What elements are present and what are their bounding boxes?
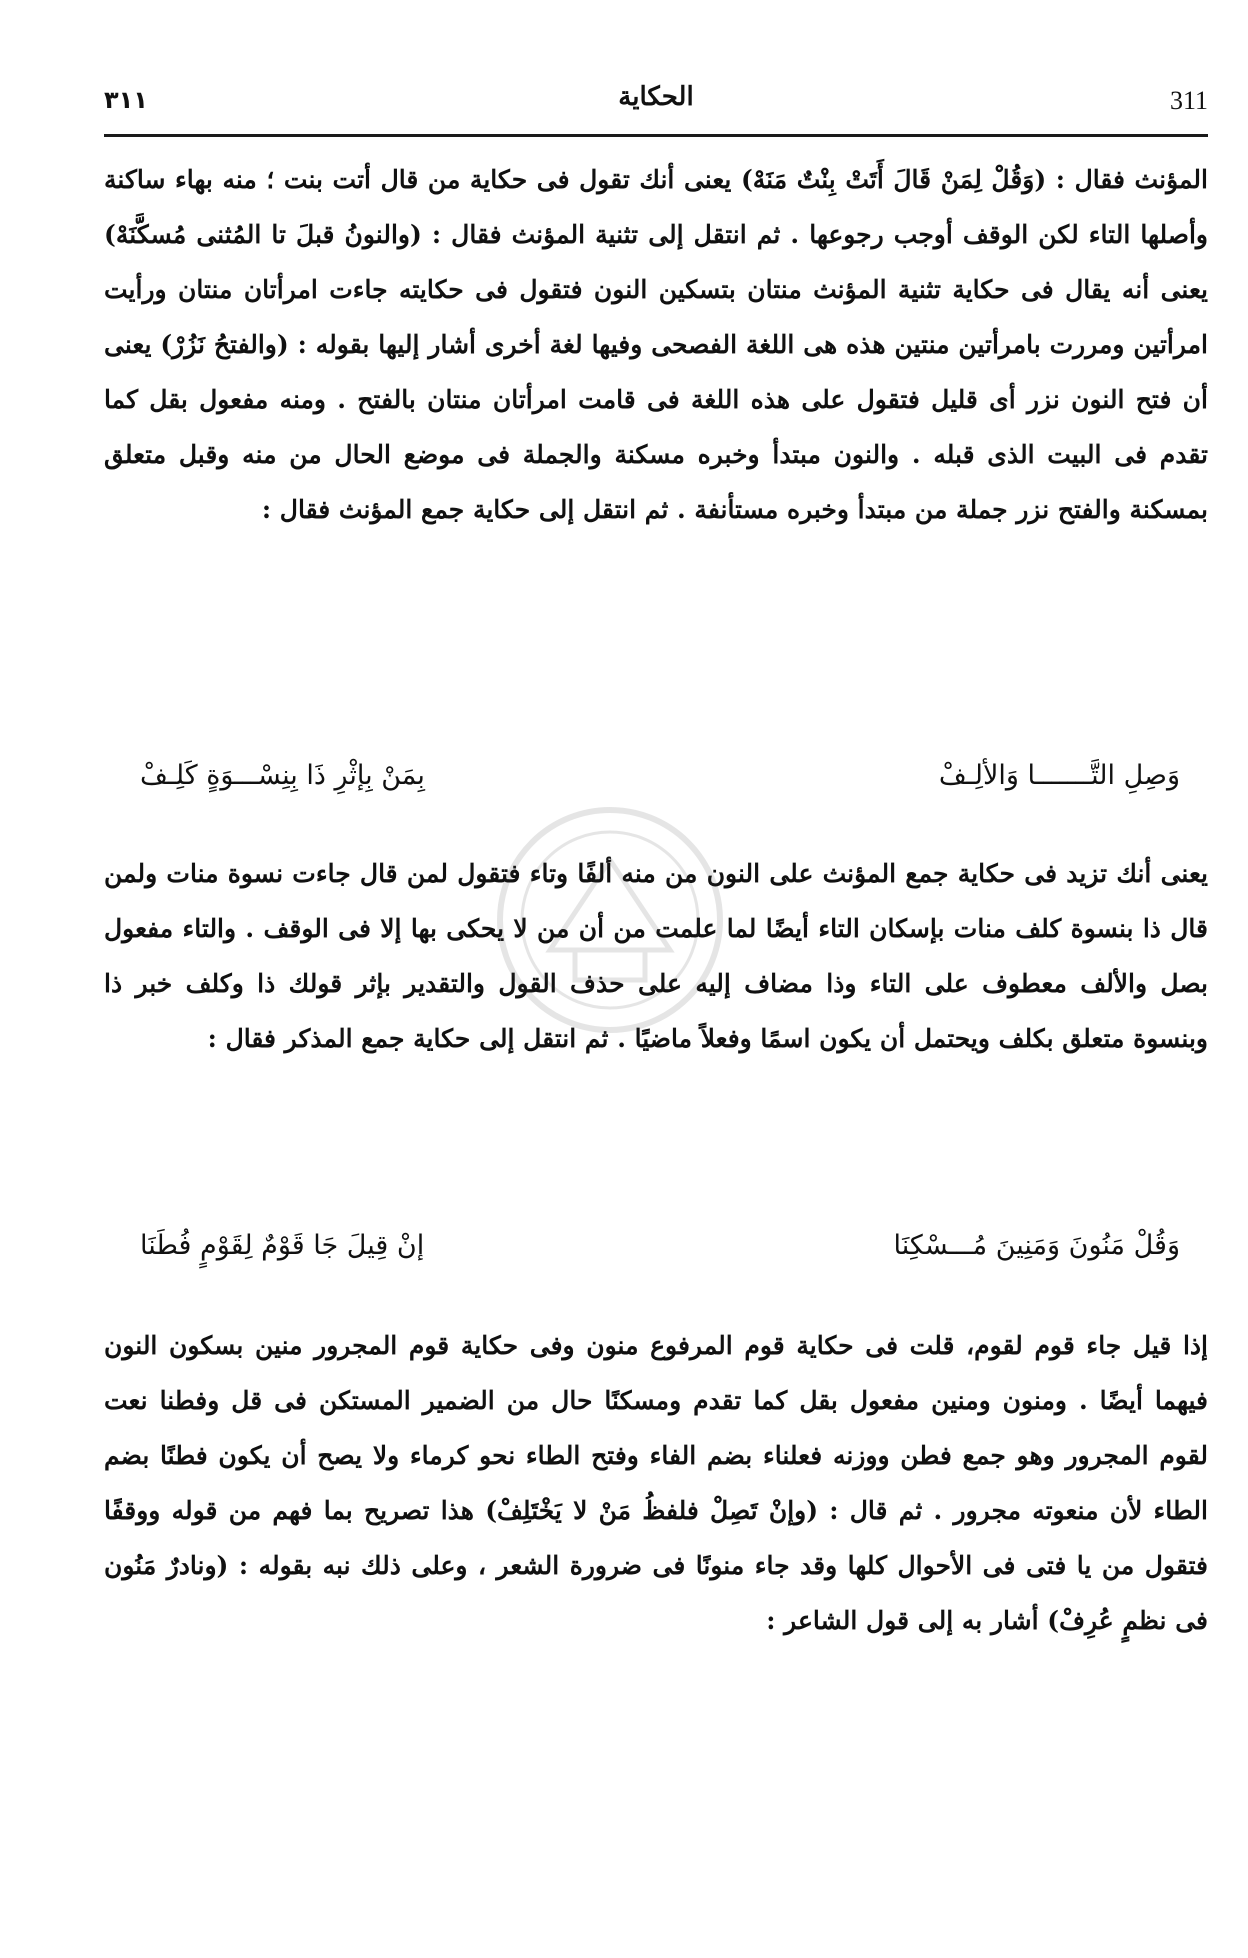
paragraph-1: المؤنث فقال : (وَقُلْ لِمَنْ قَالَ أَتَتْ بِنْتٌ مَنَهْ) يعنى أنك تقول فى حكاية من قال أتت بنت ؛ منه بهاء ساكنة وأصلها التاء لكن الوقف أوجب رجوعها . ثم انتقل إلى تثنية المؤنث فقال : (والنونُ قبلَ تا المُثنى مُسكَّنَهْ) يعنى أنه يقال فى حكاية تثنية المؤنث منتان بتسكين النون فتقول فى حكايته جاءت امرأتان منتان ورأيت امرأتين ومررت بامرأتين منتين هذه هى اللغة الفصحى وفيها لغة أخرى أشار إليها بقوله : (والفتحُ نَزُرْ) يعنى أن فتح النون نزر أى قليل فتقول على هذه اللغة فى قامت امرأتان منتان بالفتح . ومنه مفعول بقل كما تقدم فى البيت الذى قبله . والنون مبتدأ وخبره مسكنة والجملة فى موضع الحال من منه وقبل متعلق بمسكنة والفتح نزر جملة من مبتدأ وخبره مستأنفة . ثم انتقل إلى حكاية جمع المؤنث فقال : <box>104 165 1208 524</box>
running-title: الحكاية <box>618 82 694 112</box>
paragraph-2: يعنى أنك تزيد فى حكاية جمع المؤنث على النون من منه ألفًا وتاء فتقول لمن قال جاءت نسوة منات ولمن قال ذا بنسوة كلف منات بإسكان التاء أيضًا لما علمت من أن من لا يحكى بها إلا فى الوقف . والتاء مفعول بصل والألف معطوف على التاء وذا مضاف إليه على حذف القول والتقدير بإثر قولك ذا وكلف خبر ذا وبنسوة متعلق بكلف ويحتمل أن يكون اسمًا وفعلاً ماضيًا . ثم انتقل إلى حكاية جمع المذكر فقال : <box>104 859 1208 1053</box>
page-header <box>104 78 1208 137</box>
verse-1 <box>140 748 1180 803</box>
paragraph-3: إذا قيل جاء قوم لقوم، قلت فى حكاية قوم المرفوع منون وفى حكاية قوم المجرور منين بسكون النون فيهما أيضًا . ومنون ومنين مفعول بقل كما تقدم ومسكنًا حال من الضمير المستكن فى قل وفطنا نعت لقوم المجرور وهو جمع فطن ووزنه فعلناء بضم الفاء وفتح الطاء نحو كرماء ولا يصح أن يكون فطنًا بضم الطاء لأن منعوته مجرور . ثم قال : (وإنْ تَصِلْ فلفظُ مَنْ لا يَخْتَلِفْ) هذا تصريح بما فهم من قوله ووقفًا فتقول من يا فتى فى الأحوال كلها وقد جاء منونًا فى ضرورة الشعر ، وعلى ذلك نبه بقوله : (ونادرٌ مَنُون فى نظمٍ عُرِفْ) أشار به إلى قول الشاعر : <box>104 1331 1208 1635</box>
verse-1-left-hemistich: بِمَنْ بِإثْرِ ذَا بِنِسْـــوَةٍ كَلِـفْ <box>140 760 425 791</box>
verse-1-right-hemistich: وَصِلِ التَّـــــــا وَالألِـفْ <box>938 760 1180 791</box>
library-seal-icon <box>490 800 730 1040</box>
verse-2 <box>140 1218 1180 1273</box>
page-number-latin: 311 <box>1169 86 1208 115</box>
verse-2-right-hemistich: وَقُلْ مَنُونَ وَمَنِينَ مُـــسْكِنَا <box>893 1230 1180 1261</box>
verse-2-left-hemistich: إنْ قِيلَ جَا قَوْمٌ لِقَوْمٍ فُطَنَا <box>140 1230 425 1261</box>
page-number-arabic: ٣١١ <box>104 86 148 114</box>
